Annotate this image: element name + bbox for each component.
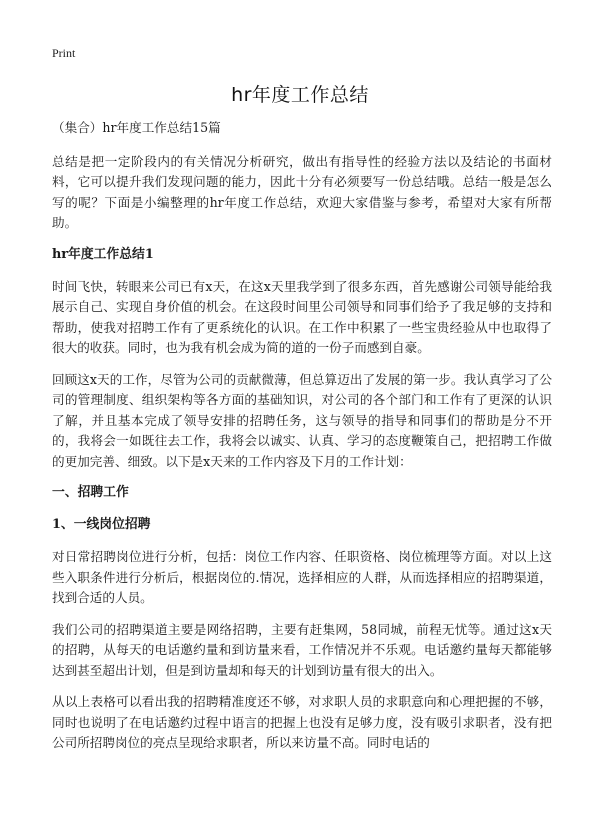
paragraph-3: 对日常招聘岗位进行分析，包括：岗位工作内容、任职资格、岗位梳理等方面。对以上这些入职条件进行分析后，根据岗位的.情况，选择相应的人群，从而选择相应的招聘渠道，找到合适的人员。 — [52, 549, 552, 605]
paragraph-5: 从以上表格可以看出我的招聘精准度还不够，对求职人员的求职意向和心理把握的不够，同时也说明了在电话邀约过程中语言的把握上也没有足够力度，没有吸引求职者，没有把公司所招聘岗位的亮点呈现给求职者，所以来访量不高。同时电话的 — [52, 694, 552, 750]
document-body — [52, 118, 552, 765]
paragraph-1: 时间飞快，转眼来公司已有x天，在这x天里我学到了很多东西，首先感谢公司领导能给我展示自己、实现自身价值的机会。在这段时间里公司领导和同事们给予了我足够的支持和帮助，使我对招聘工作有了更系统化的认识。在工作中积累了一些宝贵经验从中也取得了很大的收获。同时，也为我有机会成为简的道的一份子而感到自豪。 — [52, 278, 552, 355]
section-heading-1: hr年度工作总结1 — [52, 246, 154, 262]
print-label: Print — [52, 46, 76, 60]
heading-frontline-recruitment: 1、一线岗位招聘 — [52, 517, 151, 532]
heading-recruitment: 一、招聘工作 — [52, 485, 129, 500]
paragraph-2: 回顾这x天的工作，尽管为公司的贡献微薄，但总算迈出了发展的第一步。我认真学习了公司的管理制度、组织架构等各方面的基础知识，对公司的各个部门和工作有了更深的认识了解，并且基本完成了领导安排的招聘任务，这与领导的指导和同事们的帮助是分不开的，我将会一如既往去工作，我将会以诚实、认真、学习的态度鞭策自己，把招聘工作做的更加完善、细致。以下是x天来的工作内容及下月的工作计划： — [52, 371, 552, 469]
document-title: hr年度工作总结 — [231, 84, 369, 106]
paragraph-4: 我们公司的招聘渠道主要是网络招聘，主要有赶集网，58同城，前程无忧等。通过这x天的招聘，从每天的电话邀约量和到访量来看，工作情况并不乐观。电话邀约量每天都能够达到甚至超出计划，但是到访量却和每天的计划到访量有很大的出入。 — [52, 621, 552, 678]
intro-paragraph: 总结是把一定阶段内的有关情况分析研究，做出有指导性的经验方法以及结论的书面材料，它可以提升我们发现问题的能力，因此十分有必须要写一份总结哦。总结一般是怎么写的呢？下面是小编整理的hr年度工作总结，欢迎大家借鉴与参考，希望对大家有所帮助。 — [52, 153, 552, 230]
document-subtitle: （集合）hr年度工作总结15篇 — [52, 120, 221, 135]
